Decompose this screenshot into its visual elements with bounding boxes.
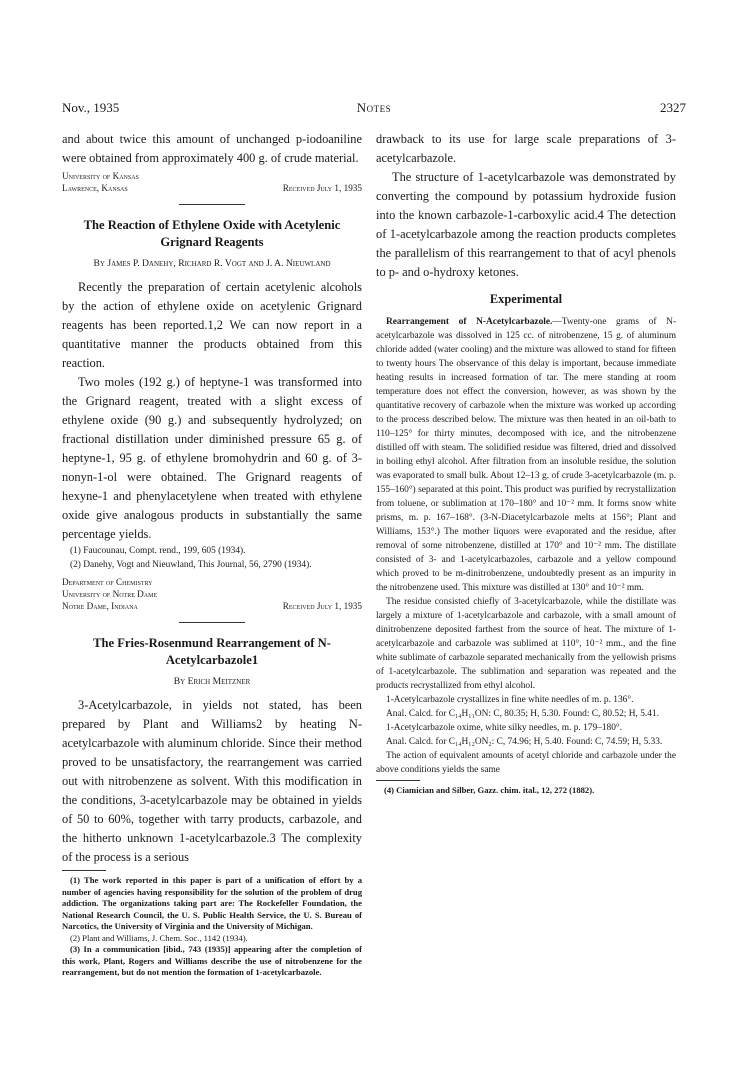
received-date: Received July 1, 1935 [282, 183, 362, 193]
section-divider [179, 204, 245, 205]
body-paragraph: Recently the preparation of certain acetylenic alcohols by the action of ethylene oxide on acetylenic Grignard reagents has been reported.1,2 We can now report in a quantitative manner the products obtained from this reaction. [62, 280, 362, 370]
footnote: (2) Danehy, Vogt and Nieuwland, This Journal, 56, 2790 (1934). [70, 560, 312, 570]
footnote: (4) Ciamician and Silber, Gazz. chim. ital., 12, 272 (1882). [384, 785, 595, 795]
header-section: Notes [356, 100, 392, 115]
affiliation-line: Department of Chemistry [62, 577, 153, 587]
article-byline: By James P. Danehy, Richard R. Vogt and J. A. Nieuwland [93, 258, 331, 269]
continued-paragraph: and about twice this amount of unchanged p-iodoaniline were obtained from approximately 400 g. of crude material. [62, 132, 362, 165]
continued-paragraph: drawback to its use for large scale preparations of 3-acetylcarbazole. [376, 132, 676, 165]
footnote: (2) Plant and Williams, J. Chem. Soc., 1142 (1934). [70, 932, 248, 943]
section-divider [179, 622, 245, 623]
article-title: The Fries-Rosenmund Rearrangement of N-Acetylcarbazole1 [93, 636, 331, 667]
analysis-line: Anal. Calcd. for C₁₄H₁₂ON₂: C, 74.96; H, 5.40. Found: C, 74.59; H, 5.33. [386, 737, 663, 747]
article-byline: By Erich Meitzner [173, 676, 251, 687]
section-heading: Experimental [489, 292, 563, 306]
footnote: (1) Faucounau, Compt. rend., 199, 605 (1934). [70, 546, 246, 556]
footnote: (1) The work reported in this paper is part of a unification of effort by a number of agencies having responsibility for the solution of the problem of drug addiction. The organizations taking part are: The Rockefeller Foundation, the National Research Council, the U. S. Public Health Service, the U. S. Bureau of Narcotics, the University of Virginia and the University of Michigan. [62, 875, 362, 931]
header-date: Nov., 1935 [62, 100, 120, 115]
running-header [62, 100, 686, 120]
affiliation-line: Notre Dame, Indiana Received July 1, 1935 [62, 601, 362, 611]
right-column [376, 130, 676, 797]
affiliation-line: University of Notre Dame [62, 589, 158, 599]
footnote-rule [62, 870, 106, 871]
experimental-paragraph: 1-Acetylcarbazole oxime, white silky needles, m. p. 179–180°. [386, 723, 622, 733]
affiliation-block-1 [62, 170, 362, 194]
experimental-paragraph: The action of equivalent amounts of acetyl chloride and carbazole under the above conditions yields the same [376, 751, 676, 775]
footnote: (3) In a communication [ibid., 743 (1935)] appearing after the completion of this work, Plant, Rogers and Williams describe the use of nitrobenzene for the rearrangement, but do not mention the formation of 1-acetylcarbazole. [62, 944, 362, 977]
page-number: 2327 [660, 100, 686, 115]
experimental-paragraph: 1-Acetylcarbazole crystallizes in fine white needles of m. p. 136°. [386, 695, 634, 705]
affiliation-line: Lawrence, Kansas Received July 1, 1935 [62, 183, 362, 193]
body-paragraph: Two moles (192 g.) of heptyne-1 was transformed into the Grignard reagent, treated with a slight excess of ethylene oxide (90 g.) and subsequently hydrolyzed; on fractional distillation under diminished pressure 65 g. of heptyne-1, 95 g. of ethylene bromohydrin and 60 g. of 3-nonyn-1-ol were obtained. The Grignard reagents of hexyne-1 and phenylacetylene when treated with ethylene oxide give analogous products in substantially the same percentage yields. [62, 375, 362, 541]
article-title: The Reaction of Ethylene Oxide with Acetylenic Grignard Reagents [83, 218, 341, 249]
experimental-paragraph: Rearrangement of N-Acetylcarbazole.—Twenty-one grams of N-acetylcarbazole was dissolved in 125 cc. of nitrobenzene, 15 g. of aluminum chloride added (water cooling) and the mixture was allowed to stand for fifteen to twenty hours The observance of this delay is important, because immediate heating results in increased formation of tar. The mere standing at room temperature does not effect the conversion, however, as was shown by the quantitative recovery of carbazole when the mixture was worked up according to the process described below. The mixture was then heated in an oil-bath to 110–125° for thirty minutes, decomposed with ice, and the nitrobenzene distilled off with steam. The solidified residue was filtered, dried and dissolved in boiling ethyl alcohol. After filtration from an insoluble residue, the solution was evaporated to small bulk. About 12–13 g. of crude 3-acetylcarbazole (m. p. 155–160°) separated at this point. This product was purified by recrystallization from toluene, or sublimation at 170–180° and 10⁻² mm. It forms snow white prisms, m. p. 167–168°. (3-N-Diacetylcarbazole melts at 156°; Plant and Williams, 153°.) The mother liquors were evaporated and the residue, after removal of some nitrobenzene, distilled at 170° and 10⁻² mm. The distillate consisted of 3- and 1-acetylcarbazoles, carbazole and a yellow compound which proved to be m-dinitrobenzene, undoubtedly present as an impurity in the nitrobenzene used. This mixture was distilled at 130° and 10⁻² mm. [376, 317, 676, 593]
body-paragraph: 3-Acetylcarbazole, in yields not stated, has been prepared by Plant and Williams2 by heating N-acetylcarbazole with aluminum chloride. Since their method proved to be unsatisfactory, the rearrangement was carried out with nitrobenzene as solvent. With this modification in the conditions, 3-acetylcarbazole may be obtained in yields of 50 to 60%, together with tarry products, carbazole, and the hitherto unknown 1-acetylcarbazole.3 The complexity of the process is a serious [62, 698, 362, 864]
experimental-paragraph: The residue consisted chiefly of 3-acetylcarbazole, while the distillate was largely a mixture of 1-acetylcarbazole and carbazole, with a small amount of dinitrobenzene deposited farthest from the source of heat. The mixture of 1-acetylcarbazole and carbazole was sublimed at 110°, 10⁻² mm., and the fine white sublimate of carbazole separated mechanically from the yellowish prisms of 1-acetylcarbazole. The sublimation and separation was repeated and the products recrystallized from ethyl alcohol. [376, 597, 676, 691]
analysis-line: Anal. Calcd. for C₁₄H₁₁ON: C, 80.35; H, 5.30. Found: C, 80.52; H, 5.41. [386, 709, 659, 719]
run-in-heading: Rearrangement of N-Acetylcarbazole. [386, 317, 553, 327]
left-column [62, 130, 362, 979]
body-paragraph: The structure of 1-acetylcarbazole was demonstrated by converting the compound by potassium hydroxide fusion into the known carbazole-1-carboxylic acid.4 The detection of 1-acetylcarbazole among the reaction products completes the parallelism of this rearrangement to that of acyl phenols to p- and o-hydroxy ketones. [376, 170, 676, 279]
affiliation-block-2 [62, 576, 362, 612]
received-date: Received July 1, 1935 [282, 601, 362, 611]
affiliation-line: University of Kansas [62, 171, 139, 181]
footnote-rule [376, 780, 420, 781]
